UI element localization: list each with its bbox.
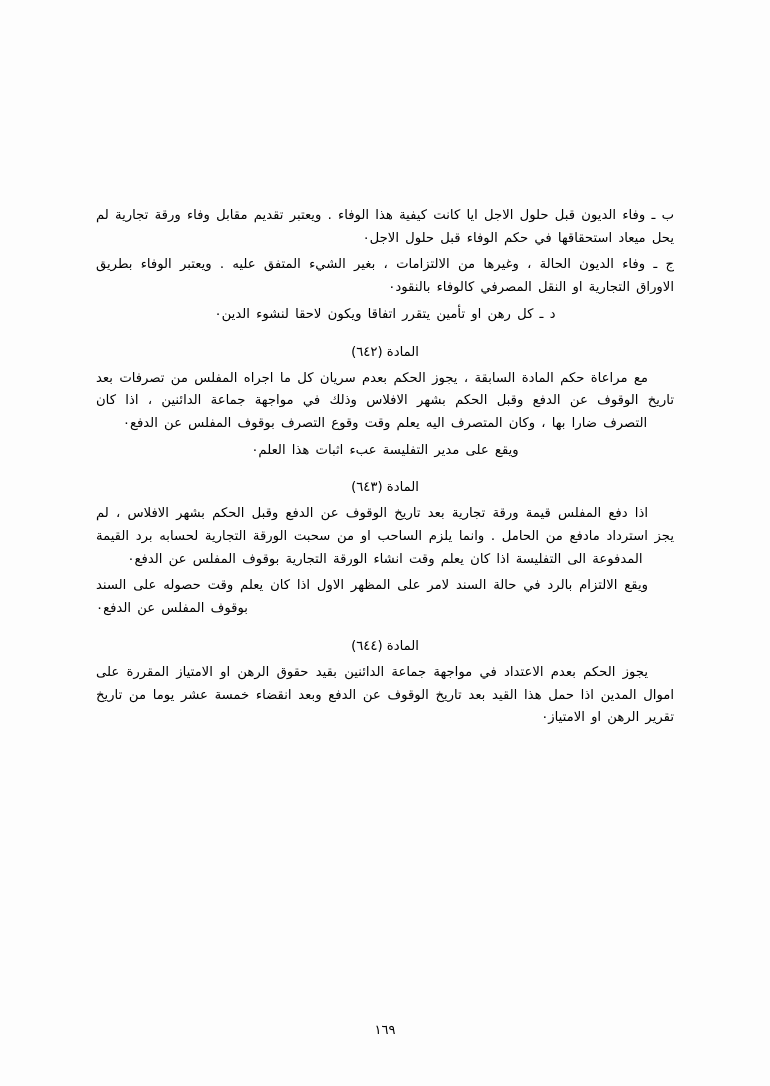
list-item-text: د ـ كل رهن او تأمين يتقرر اتفاقا ويكون لاحقا لنشوء الدين٠ [214, 306, 556, 322]
list-item-text: ب ـ وفاء الديون قبل حلول الاجل ايا كانت كيفية هذا الوفاء . ويعتبر تقديم مقابل وفاء ورقة تجارية لم يحل ميعاد استحقاقها في حكم الوفاء قبل حلول الاجل٠ [96, 208, 674, 246]
paragraph-text: ويقع على مدير التفليسة عبء اثبات هذا العلم٠ [251, 442, 519, 458]
article-heading-642: المادة (٦٤٢) [351, 344, 419, 360]
list-item [96, 254, 674, 299]
paragraph-text: اذا دفع المفلس قيمة ورقة تجارية بعد تاريخ الوقوف عن الدفع وقبل الحكم بشهر الافلاس ، لم يجز استرداد مادفع من الحامل . وانما يلزم الساحب او من سحبت الورقة التجارية لحسابه برد القيمة المدفوعة الى التفليسة اذا كان يعلم وقت انشاء الورقة التجارية بوقوف المفلس عن الدفع٠ [96, 506, 674, 567]
paragraph-text: يجوز الحكم بعدم الاعتداد في مواجهة جماعة الدائنين بقيد حقوق الرهن او الامتياز المقررة على اموال المدين اذا حمل هذا القيد بعد تاريخ الوقوف عن الدفع وبعد انقضاء خمسة عشر يوما من تاريخ تقرير الرهن او الامتياز٠ [96, 664, 674, 726]
article-642-paragraph-2 [96, 440, 674, 463]
list-item [96, 205, 674, 250]
list-item-text: ج ـ وفاء الديون الحالة ، وغيرها من الالتزامات ، بغير الشيء المتفق عليه . ويعتبر الوفاء بطريق الاوراق التجارية او النقل المصرفي كالوفاء بالنقود٠ [96, 257, 674, 296]
article-heading-643: المادة (٦٤٣) [351, 480, 419, 496]
article-644-paragraph-1 [96, 662, 674, 730]
document-body [96, 205, 674, 734]
paragraph-text: مع مراعاة حكم المادة السابقة ، يجوز الحكم بعدم سريان كل ما اجراه المفلس من تصرفات بعد تاريخ الوقوف عن الدفع وقبل الحكم بشهر الافلاس وذلك في مواجهة جماعة الدائنين ، اذا كان التصرف ضارا بها ، وكان المتصرف اليه يعلم وقت وقوع التصرف بوقوف المفلس عن الدفع٠ [96, 370, 674, 431]
article-643-paragraph-1 [96, 503, 674, 571]
list-item [96, 304, 674, 327]
paragraph-text: ويقع الالتزام بالرد في حالة السند لامر على المظهر الاول اذا كان يعلم وقت حصوله على السند بوقوف المفلس عن الدفع٠ [96, 578, 648, 617]
article-642-paragraph-1 [96, 368, 674, 436]
article-643-paragraph-2 [96, 575, 674, 620]
page-number: ١٦٩ [374, 1023, 396, 1038]
article-heading-644: المادة (٦٤٤) [351, 638, 419, 654]
